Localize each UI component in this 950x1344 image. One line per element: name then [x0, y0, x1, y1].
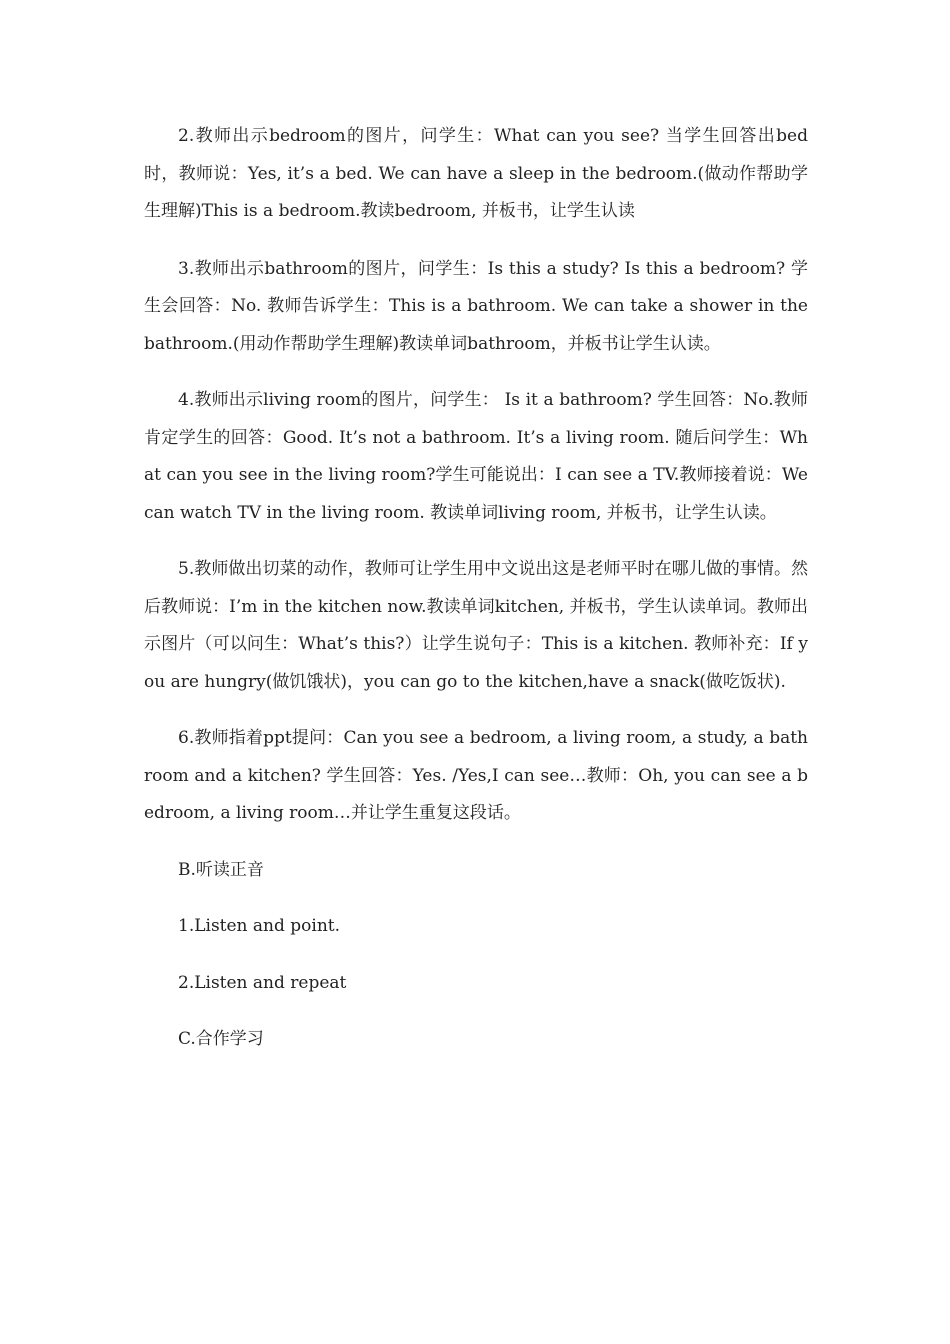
section-heading-b: B.听读正音 — [178, 859, 264, 880]
paragraph-step-4: 4.教师出示living room的图片，问学生： Is it a bathroom? 学生回答：No.教师肯定学生的回答：Good. It’s not a bathroom. It’s a living room. 随后问学生：What can you see in the living room?学生可能说出：I can see a TV.教师接着说：We can watch TV in the living room. 教读单词living room, 并板书，让学生认读。 — [144, 390, 814, 523]
paragraph-step-6: 6.教师指着ppt提问：Can you see a bedroom, a living room, a study, a bathroom and a kitchen? 学生回答：Yes. /Yes,I can see…教师：Oh, you can see a bedroom, a living room…并让学生重复这段话。 — [144, 728, 808, 823]
section-heading-c: C.合作学习 — [178, 1029, 264, 1049]
paragraph-step-3: 3.教师出示bathroom的图片，问学生：Is this a study? Is this a bedroom? 学生会回答：No. 教师告诉学生：This is a bathroom. We can take a shower in the bathroom.(用动作帮助学生理解)教读单词bathroom，并板书让学生认读。 — [144, 258, 814, 354]
document-page — [144, 118, 814, 1078]
list-item-listen-repeat: 2.Listen and repeat — [178, 972, 347, 993]
paragraph-step-5: 5.教师做出切菜的动作，教师可让学生用中文说出这是老师平时在哪儿做的事情。然后教师说：I’m in the kitchen now.教读单词kitchen, 并板书，学生认读单词。教师出示图片（可以问生：What’s this?）让学生说句子：This is a kitchen. 教师补充：If you are hungry(做饥饿状)，you can go to the kitchen,have a snack(做吃饭状). — [144, 559, 808, 692]
paragraph-step-2: 2.教师出示bedroom的图片，问学生：What can you see? 当学生回答出bed时，教师说：Yes, it’s a bed. We can have a sleep in the bedroom.(做动作帮助学生理解)This is a bedroom.教读bedroom, 并板书，让学生认读 — [144, 126, 808, 221]
list-item-listen-point: 1.Listen and point. — [178, 916, 341, 936]
